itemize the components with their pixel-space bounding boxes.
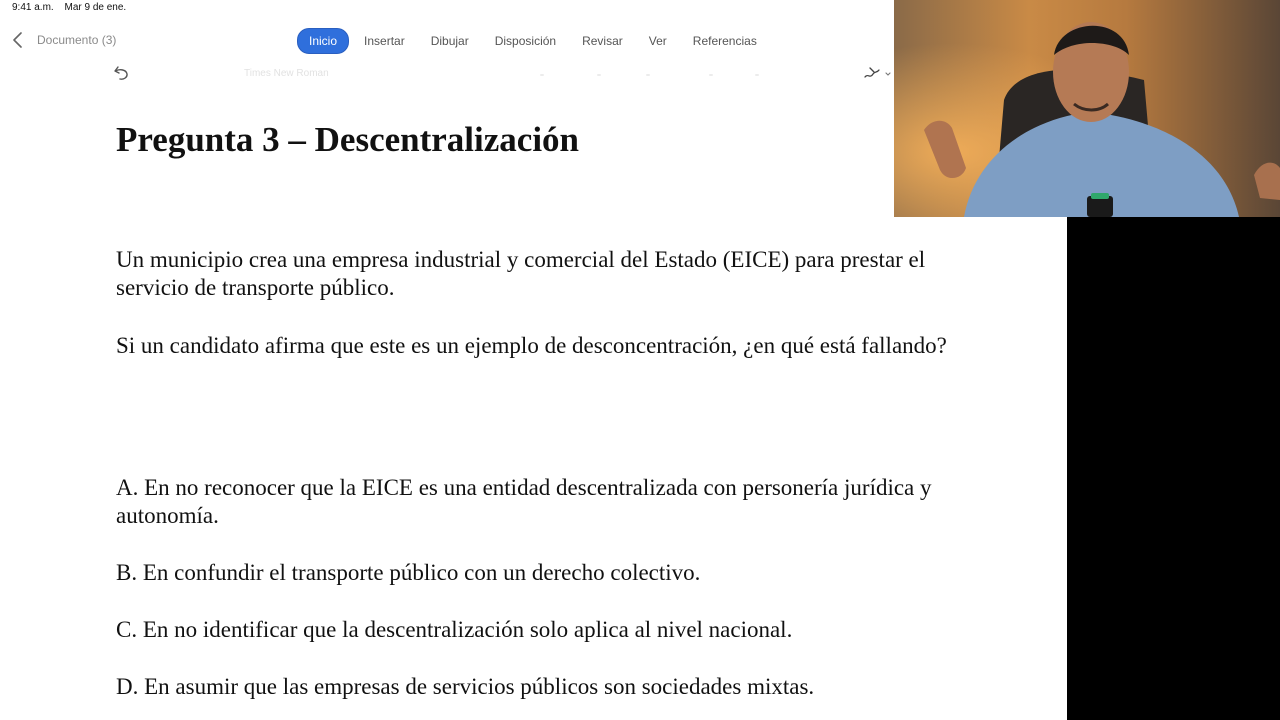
- tab-inicio[interactable]: Inicio: [297, 28, 349, 54]
- presenter-video-frame: [894, 0, 1280, 217]
- toolbar-separator: [755, 74, 759, 76]
- font-name-selector[interactable]: Times New Roman: [244, 68, 329, 79]
- document-heading: Pregunta 3 – Descentralización: [116, 120, 580, 159]
- chevron-left-icon: [12, 32, 24, 48]
- answer-option-d: D. En asumir que las empresas de servicios públicos son sociedades mixtas.: [116, 674, 815, 699]
- answer-option-c: C. En no identificar que la descentralización solo aplica al nivel nacional.: [116, 617, 793, 642]
- status-time: 9:41 a.m.: [12, 2, 54, 13]
- question-paragraph-2: Si un candidato afirma que este es un ejemplo de desconcentración, ¿en qué está fallando?: [116, 333, 947, 358]
- status-bar: [12, 2, 134, 13]
- status-date: Mar 9 de ene.: [64, 2, 127, 13]
- answer-option-b: B. En confundir el transporte público con un derecho colectivo.: [116, 560, 701, 585]
- undo-button[interactable]: [113, 64, 133, 84]
- pen-tool-button[interactable]: [862, 64, 892, 84]
- back-button[interactable]: [8, 30, 28, 50]
- tab-insertar[interactable]: Insertar: [364, 33, 405, 48]
- document-title[interactable]: Documento (3): [37, 33, 117, 47]
- tab-referencias[interactable]: Referencias: [692, 33, 757, 48]
- tab-disposicion[interactable]: Disposición: [494, 33, 557, 48]
- pen-scribble-icon: [862, 64, 892, 82]
- toolbar-separator: [540, 74, 544, 76]
- ribbon-tabs: [297, 28, 772, 53]
- toolbar-separator: [646, 74, 650, 76]
- toolbar-separator: [597, 74, 601, 76]
- tab-dibujar[interactable]: Dibujar: [430, 33, 469, 48]
- navigation-bar: [0, 28, 894, 54]
- formatting-toolbar: [0, 64, 894, 86]
- answer-option-a: A. En no reconocer que la EICE es una entidad descentralizada con personería jurídica y autonomía.: [116, 475, 932, 528]
- question-paragraph-1: Un municipio crea una empresa industrial y comercial del Estado (EICE) para prestar el servicio de transporte público.: [116, 247, 926, 300]
- letterbox-area: [1067, 217, 1280, 720]
- undo-icon: [113, 64, 131, 82]
- tab-revisar[interactable]: Revisar: [582, 33, 623, 48]
- webcam-video-overlay: [894, 0, 1280, 217]
- toolbar-separator: [709, 74, 713, 76]
- tab-ver[interactable]: Ver: [648, 33, 667, 48]
